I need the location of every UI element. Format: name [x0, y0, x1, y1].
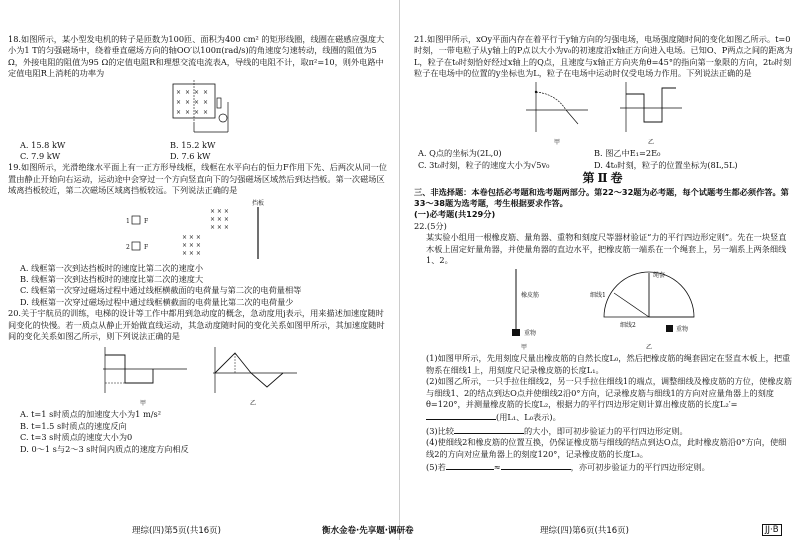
q21-option-b[interactable]: B. 图乙中E₁=2E₀ [594, 148, 661, 159]
q22-figure-jia [494, 267, 554, 354]
q20-figure-jia [95, 343, 191, 410]
q20-jerk-graph [95, 343, 191, 395]
svg-text:× × ×: × × × [210, 223, 229, 231]
q20-stem: 20.关于宇航员的训练，电梯的设计等工作中都用到急动度的概念，急动度用j表示，用来描述加速度随时间变化的快慢。若一质点从静止开始做直线运动，其急动度随时间的变化关系如图甲所示，其加速度随时间的变化关系如图乙所示，则下列说法正确的是 [8, 308, 385, 342]
q22-label-weight: 重物 [524, 329, 537, 337]
svg-text:×: × [185, 98, 191, 106]
svg-text:×: × [203, 98, 209, 106]
q22-sub3-tail: 的大小，即可初步验证力的平行四边形定则。 [523, 425, 688, 436]
q22-label-loop: 绳套 [653, 271, 666, 279]
q21-stem: 21.如图甲所示，xOy平面内存在着平行于y轴方向的匀强电场，电场强度随时间的变化如图乙所示。t=0时刻，一带电粒子从y轴上的P点以大小为v₀的初速度沿x轴正方向进入电场。已知O、P两点之间的距离为L，粒子在t₀时刻恰好经过x轴上的Q点，且速度与x轴正方向夹角θ=45°的指向第一象限的方向，2t₀时刻粒子在电场中的位置的y坐标也为L，粒子在电场中运动时仅受电场力作用。下列说法正确的是 [414, 34, 793, 79]
q19-option-b[interactable]: B. 线框第一次到达挡板时的速度比第二次的速度大 [20, 274, 204, 285]
svg-text:×: × [176, 88, 182, 96]
q21-option-c[interactable]: C. 3t₀时刻，粒子的速度大小为√5v₀ [418, 159, 550, 170]
q20-acceleration-graph [205, 343, 301, 395]
footer-tag: JJ·B [762, 524, 782, 536]
q18-options [8, 140, 388, 163]
q19-option-c[interactable]: C. 线框第一次穿过磁场过程中通过线框横截面的电荷量与第二次的电荷量相等 [20, 285, 302, 296]
q22-sub2-text: (2)如图乙所示，一只手拉住细线2，另一只手拉住细线1的端点，调整细线及橡皮筋的方位，使橡皮筋与细线1、2的结点到达O点并使细线2沿0°方向，记录橡皮筋与细线1的方向对应量角器上的刻度θ=120°，并测量橡皮筋的长度L₂，根据力的平行四边形定则计算出橡皮筋的长度L₂′= [426, 376, 792, 409]
q18-option-b[interactable]: B. 15.2 kW [170, 139, 216, 150]
q22-sub3-text: (3)比较 [426, 425, 454, 436]
q22-label-line2: 细线2 [620, 321, 636, 329]
svg-text:×: × [176, 108, 182, 116]
q22-label-line1: 细线1 [590, 291, 606, 299]
q22-sub5 [414, 460, 794, 473]
svg-text:×: × [194, 88, 200, 96]
q22-blank-ratio[interactable] [446, 460, 494, 470]
q21-caption-yi: 乙 [647, 139, 654, 147]
q20-figure-yi [205, 343, 301, 410]
q21-trajectory-figure [522, 80, 592, 134]
q22-sub5-approx: ≈ [493, 461, 501, 472]
svg-text:F: F [144, 217, 149, 225]
q20-option-d[interactable]: D. 0～1 s与2～3 s时间内质点的速度方向相反 [20, 443, 189, 454]
q22-label-rubber: 橡皮筋 [521, 291, 540, 299]
q22-sub3 [414, 424, 794, 437]
svg-text:×: × [176, 98, 182, 106]
footer-left-page-number: 理综(四)第5页(共16页) [132, 526, 221, 536]
q19-stem: 19.如图所示，光滑绝缘水平面上有一正方形导线框，线框在水平向右的恒力F作用下先、后两次从同一位置由静止开始向右运动，运动途中会穿过一个方向竖直向下的匀强磁场区域然后到达挡板。第一次磁场区域离挡板较近，第二次磁场区域离挡板较远。下列说法正确的是 [8, 162, 387, 196]
q22-sub4: (4)使细线2和橡皮筋的位置互换，仍保证橡皮筋与细线的结点到达O点，此时橡皮筋沿0°方向，使细线2的方向对应量角器上的刻度120°，记录橡皮筋的长度L₃。 [426, 437, 787, 459]
q18-option-d[interactable]: D. 7.6 kW [170, 151, 211, 162]
part2-intro: 三、非选择题：本卷包括必考题和选考题两部分。第22～32题为必考题，每个试题考生都必须作答。第33～38题为选考题，考生根据要求作答。 [414, 186, 789, 209]
svg-text:×: × [203, 108, 209, 116]
part2-title: 第Ⅱ卷 [582, 171, 626, 186]
q22-sub2-tail: (用L₁、L₀表示)。 [496, 412, 561, 423]
svg-text:× × ×: × × × [210, 215, 229, 223]
svg-text:×: × [194, 98, 200, 106]
q19-option-a[interactable]: A. 线框第一次到达挡板时的速度比第二次的速度小 [20, 262, 204, 273]
footer-right-page-number: 理综(四)第6页(共16页) [540, 526, 629, 536]
q18-option-a[interactable]: A. 15.8 kW [20, 139, 66, 150]
q22-head: 22.(5分) [414, 220, 447, 231]
q22-stem: 某实验小组用一根橡皮筋、量角器、重物和刻度尺等器材验证“力的平行四边形定则”。先在一块竖直木板上固定好量角器，并使量角器的直边水平，把橡皮筋一端系在一个绳套上，另一端系上两条细线1、2。 [426, 232, 787, 266]
q22-caption-jia: 甲 [520, 343, 527, 351]
left-page [8, 0, 388, 455]
q22-blank-result[interactable] [501, 460, 571, 470]
page-divider [399, 0, 400, 540]
q21-figures [414, 80, 794, 149]
q20-figures [8, 343, 388, 410]
q19-magnetic-field-figure [98, 197, 298, 263]
q22-sub5-tail: ，亦可初步验证力的平行四边形定则。 [570, 461, 710, 472]
q22-protractor-figure [584, 267, 714, 339]
q22-caption-yi: 乙 [645, 343, 652, 351]
q22-sub1: (1)如图甲所示，先用刻度尺量出橡皮筋的自然长度L₀，然后把橡皮筋的绳套固定在竖直木板上，把重物系在细线1上，用刻度尺记录橡皮筋的长度L₁。 [426, 353, 791, 375]
q19-option-d[interactable]: D. 线框第一次穿过磁场过程中通过线框横截面的电荷量比第二次的电荷量少 [20, 296, 294, 307]
q18-option-c[interactable]: C. 7.9 kW [20, 151, 61, 162]
right-page [414, 0, 794, 473]
q19-baffle-label: 挡板 [252, 199, 265, 207]
q22-blank-l2prime[interactable] [426, 410, 496, 420]
svg-text:2: 2 [126, 243, 130, 251]
q22-sub5-text: (5)若 [426, 461, 446, 472]
svg-text:1: 1 [126, 217, 130, 225]
svg-text:F: F [144, 243, 149, 251]
q21-option-a[interactable]: A. Q点的坐标为(2L,0) [418, 148, 502, 159]
q22-blank-compare[interactable] [454, 424, 524, 434]
q20-caption-jia: 甲 [139, 399, 146, 407]
q21-caption-jia: 甲 [553, 139, 560, 147]
q20-option-b[interactable]: B. t=1.5 s时质点的速度反向 [20, 420, 127, 431]
q22-rubber-band-figure [494, 267, 554, 339]
q21-figure-jia [522, 80, 592, 149]
q22-label-weight-2: 重物 [676, 325, 689, 333]
footer-brand: 衡水金卷·先享题·调研卷 [322, 526, 414, 536]
q22-sub2 [414, 376, 794, 424]
svg-text:× × ×: × × × [182, 249, 201, 257]
svg-text:×: × [203, 88, 209, 96]
svg-text:×: × [185, 108, 191, 116]
q20-caption-yi: 乙 [249, 399, 256, 407]
q21-figure-yi [616, 80, 686, 149]
q22-figures [414, 267, 794, 354]
q18-stem: 18.如图所示，某小型发电机的转子是匝数为100匝、面积为400 cm² 的矩形线圈，线圈在磁感应强度大小为1 T的匀强磁场中，绕着垂直磁场方向的轴OO′以100π(rad/s)的角速度匀速转动，线圈的阻值为5 Ω，外接电阻的阻值为95 Ω的定值电阻R和理想交流电流表A，导线的电阻不计，取π²=10，则外电路中定值电阻R上消耗的功率为 [8, 34, 385, 79]
q22-figure-yi [584, 267, 714, 354]
q21-options [414, 148, 794, 171]
svg-text:×: × [194, 108, 200, 116]
part2-section: (一)必考题(共129分) [414, 209, 496, 220]
q18-generator-figure [143, 80, 253, 140]
svg-text:× × ×: × × × [182, 241, 201, 249]
q20-option-c[interactable]: C. t=3 s时质点的速度大小为0 [20, 432, 133, 443]
q20-option-a[interactable]: A. t=1 s时质点的加速度大小为1 m/s² [20, 409, 161, 420]
svg-text:× × ×: × × × [210, 207, 229, 215]
svg-text:×: × [185, 88, 191, 96]
q21-option-d[interactable]: D. 4t₀时刻，粒子的位置坐标为(8L,5L) [594, 159, 738, 170]
svg-text:× × ×: × × × [182, 233, 201, 241]
q21-field-graph [616, 80, 686, 134]
